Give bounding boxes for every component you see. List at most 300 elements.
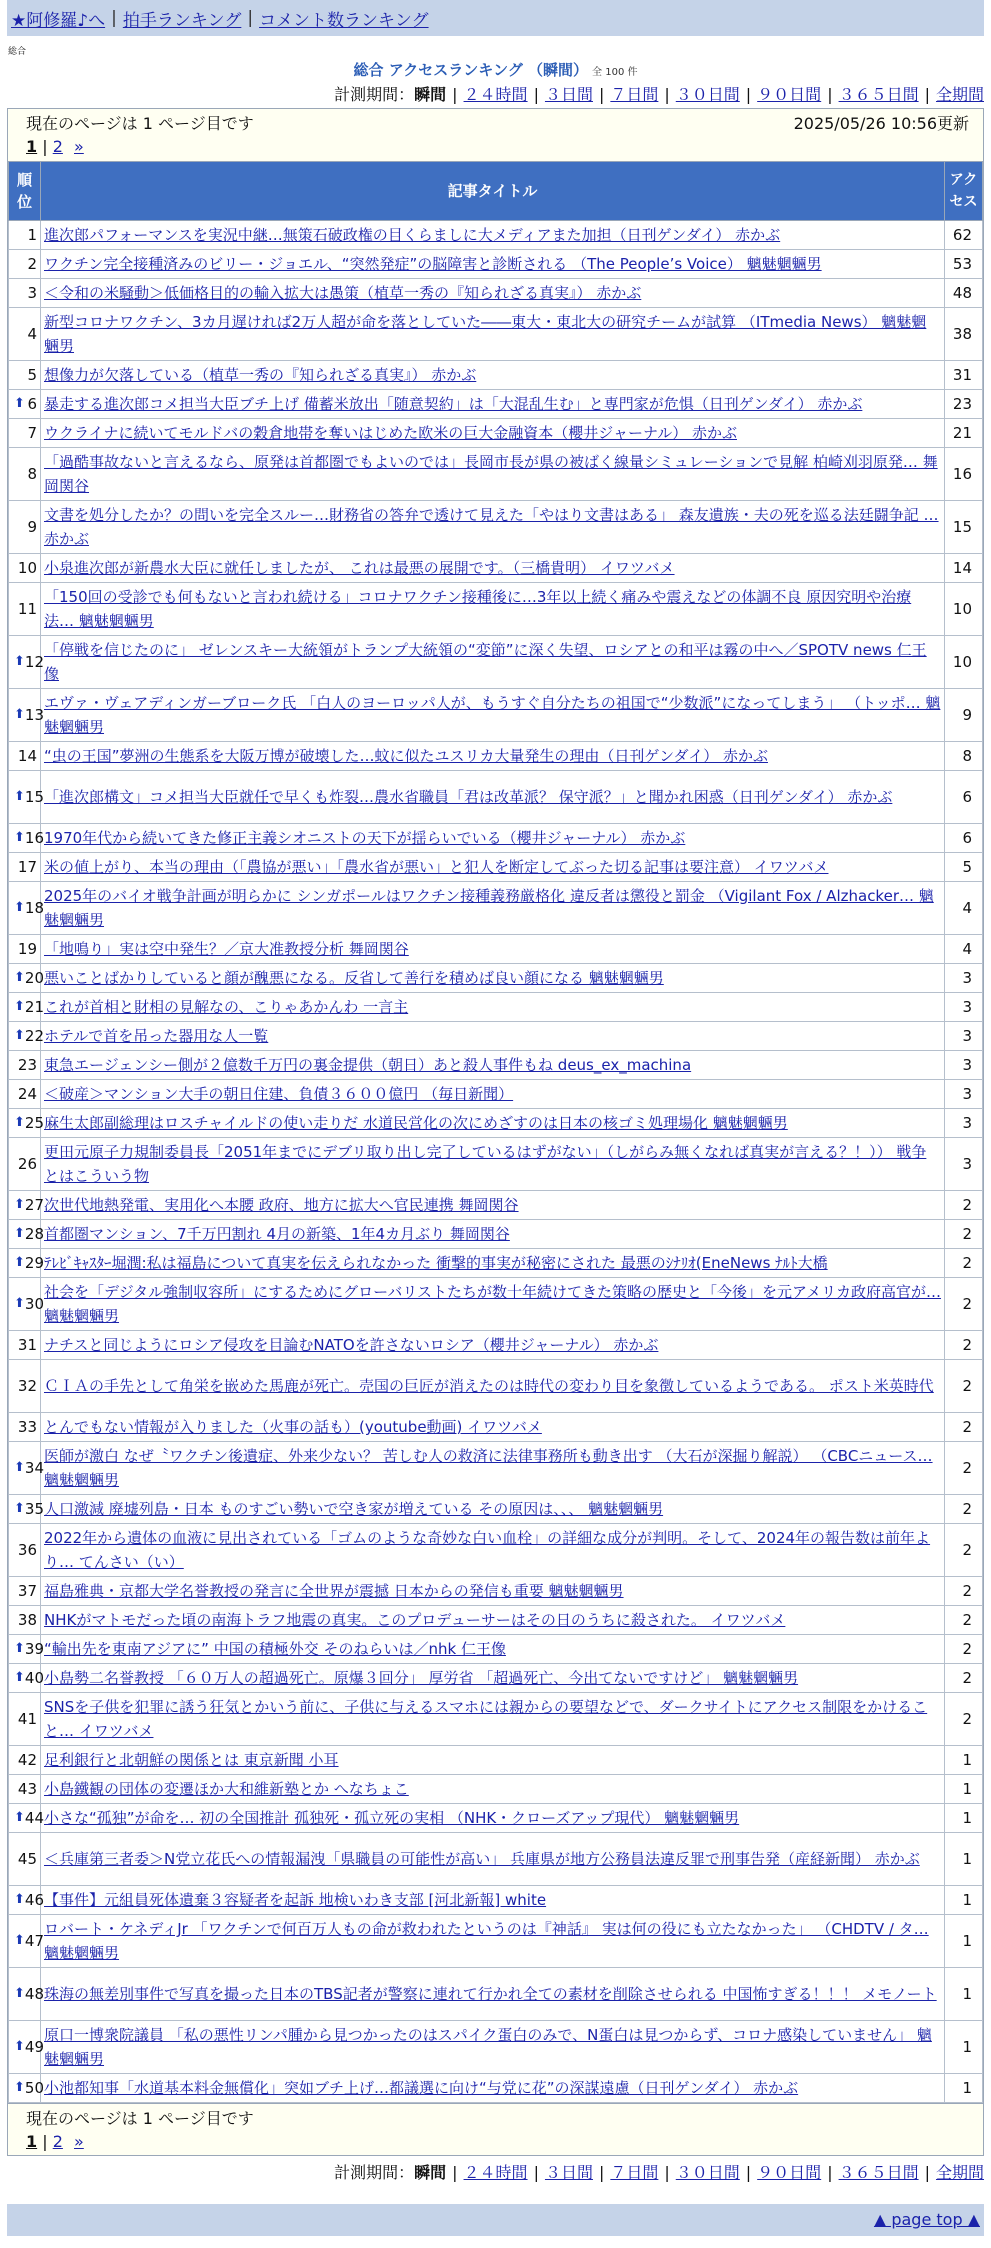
period-label: 計測期間： — [334, 2163, 415, 2182]
rank-up-arrow-icon: ⬆ — [14, 1641, 25, 1656]
table-row — [9, 361, 983, 390]
rank-number: 20 — [24, 969, 44, 987]
rank-up-arrow-icon: ⬆ — [14, 1986, 25, 2001]
period-separator: | — [598, 2163, 605, 2182]
title-cell — [41, 1109, 945, 1138]
rank-number: 9 — [27, 518, 37, 536]
page-2-link[interactable]: 2 — [52, 2132, 63, 2151]
table-row — [9, 250, 983, 279]
rank-number: 44 — [24, 1809, 44, 1827]
table-row — [9, 1278, 983, 1331]
rank-cell — [9, 1804, 44, 1833]
article-title-link[interactable]: 首都圏マンション、7千万円割れ 4月の新築、1年4カ月ぶり 舞岡関谷 — [44, 1225, 510, 1243]
access-count: 3 — [945, 1080, 983, 1109]
title-header: 記事タイトル — [41, 162, 945, 221]
rank-cell — [9, 2021, 44, 2074]
article-title-link[interactable]: 「地鳴り」実は空中発生？／京大准教授分析 舞岡関谷 — [44, 940, 409, 958]
rank-number: 34 — [24, 1459, 44, 1477]
access-count: 2 — [945, 1693, 983, 1746]
article-title-link[interactable]: ロバート・ケネディJr 「ワクチンで何百万人もの命が救われたというのは『神話』 実は何の役にも立たなかった」 （CHDTV / タ… 魑魅魍魎男 — [44, 1920, 929, 1962]
article-title-link[interactable]: ＜破産＞マンション大手の朝日住建、負債３６００億円 （毎日新聞） — [44, 1085, 514, 1103]
pagination — [26, 136, 969, 158]
title-cell — [41, 1413, 945, 1442]
table-row — [9, 308, 983, 361]
article-title-link[interactable]: ﾃﾚﾋﾞｷｬｽﾀｰ堀潤:私は福島について真実を伝えられなかった 衝撃的事実が秘密にされた 最悪のｼﾅﾘｵ(EneNews ﾅﾙﾄ大橋 — [44, 1254, 828, 1272]
rank-up-arrow-icon: ⬆ — [14, 1197, 25, 1212]
period-option-link[interactable]: ３６５日間 — [838, 2163, 919, 2182]
page-1-link[interactable]: 1 — [26, 137, 38, 156]
rank-number: 31 — [17, 1336, 37, 1354]
table-row — [9, 1886, 983, 1915]
article-title-link[interactable]: ＜令和の米騒動＞低価格目的の輸入拡大は愚策（植草一秀の『知られざる真実』） 赤かぶ — [44, 284, 642, 302]
article-title-link[interactable]: 「停戦を信じたのに」 ゼレンスキー大統領がトランプ大統領の“変節”に深く失望、ロシアとの和平は霧の中へ／SPOTV news 仁王像 — [44, 641, 927, 683]
rank-cell — [9, 935, 41, 964]
rank-number: 5 — [27, 366, 37, 384]
title-cell — [41, 583, 945, 636]
title-cell — [41, 1577, 945, 1606]
access-count: 3 — [945, 993, 983, 1022]
period-separator: | — [745, 2163, 752, 2182]
article-title-link[interactable]: “虫の王国”夢洲の生態系を大阪万博が破壊した…蚊に似たユスリカ大量発生の理由（日刊ゲンダイ） 赤かぶ — [44, 747, 768, 765]
article-title-link[interactable]: 足利銀行と北朝鮮の関係とは 東京新聞 小耳 — [44, 1751, 339, 1769]
pagination-bottom — [26, 2131, 969, 2153]
period-option-link[interactable]: ３日間 — [544, 2163, 593, 2182]
rank-up-arrow-icon: ⬆ — [14, 900, 25, 915]
rank-number: 23 — [17, 1056, 37, 1074]
title-cell — [41, 390, 945, 419]
article-title-link[interactable]: 珠海の無差別事件で写真を撮った日本のTBS記者が警察に連れて行かれ全ての素材を削除させられる 中国怖すぎる！！！ メモノート — [44, 1985, 937, 2003]
article-title-link[interactable]: 2022年から遺体の血液に見出されている「ゴムのような奇妙な白い血栓」の詳細な成分が判明。そして、2024年の報告数は前年より… てんさい（い） — [44, 1529, 931, 1571]
period-separator: | — [924, 2163, 930, 2182]
rank-number: 48 — [24, 1985, 44, 2003]
article-title-link[interactable]: 暴走する進次郎コメ担当大臣ブチ上げ 備蓄米放出「随意契約」は「大混乱生む」と専門家が危惧（日刊ゲンダイ） 赤かぶ — [44, 395, 863, 413]
table-row — [9, 1915, 983, 1968]
rank-number: 16 — [24, 829, 44, 847]
rank-up-arrow-icon: ⬆ — [14, 2080, 25, 2095]
rank-number: 45 — [17, 1850, 37, 1868]
table-row — [9, 1413, 983, 1442]
article-title-link[interactable]: とんでもない情報が入りました（火事の話も）(youtube動画) イワツバメ — [44, 1418, 542, 1436]
table-row — [9, 2074, 983, 2103]
table-row — [9, 935, 983, 964]
title-cell — [41, 1804, 945, 1833]
title-cell — [41, 1664, 945, 1693]
page-title — [0, 58, 991, 82]
access-count: 2 — [945, 1191, 983, 1220]
table-row — [9, 689, 983, 742]
rank-number: 19 — [17, 940, 37, 958]
access-count: 48 — [945, 279, 983, 308]
rank-cell — [9, 1220, 44, 1249]
article-title-link[interactable]: NHKがマトモだった頃の南海トラフ地震の真実。このプロデューサーはその日のうちに殺された。 イワツバメ — [44, 1611, 786, 1629]
rank-number: 27 — [24, 1196, 44, 1214]
next-page-link[interactable]: » — [74, 137, 84, 156]
rank-number: 8 — [27, 465, 37, 483]
footer-bar — [7, 2204, 984, 2236]
table-row — [9, 771, 983, 824]
table-row — [9, 583, 983, 636]
rank-up-arrow-icon: ⬆ — [14, 1296, 25, 1311]
article-title-link[interactable]: 「進次郎構文」コメ担当大臣就任で早くも炸裂…農水省職員「君は改革派？ 保守派？」と聞かれ困惑（日刊ゲンダイ） 赤かぶ — [44, 788, 893, 806]
period-separator: | — [924, 85, 930, 104]
table-row — [9, 1635, 983, 1664]
article-title-link[interactable]: 進次郎パフォーマンスを実況中継…無策石破政権の目くらましに大メディアまた加担（日刊ゲンダイ） 赤かぶ — [44, 226, 781, 244]
article-title-link[interactable]: 「150回の受診でも何もないと言われ続ける」コロナワクチン接種後に…3年以上続く痛みや震えなどの体調不良 原因究明や治療法… 魑魅魍魎男 — [44, 588, 912, 630]
title-cell — [41, 279, 945, 308]
article-title-link[interactable]: 次世代地熱発電、実用化へ本腰 政府、地方に拡大へ官民連携 舞岡関谷 — [44, 1196, 519, 1214]
rank-up-arrow-icon: ⬆ — [14, 999, 25, 1014]
table-row — [9, 1664, 983, 1693]
article-title-link[interactable]: 人口激減 廃墟列島・日本 ものすごい勢いで空き家が増えている その原因は、、、 魑魅魍魎男 — [44, 1500, 664, 1518]
period-option-link[interactable]: ９０日間 — [757, 2163, 822, 2182]
rank-up-arrow-icon: ⬆ — [14, 396, 25, 411]
access-count: 4 — [945, 882, 983, 935]
rank-number: 1 — [27, 226, 37, 244]
article-title-link[interactable]: ＜兵庫第三者委＞N党立花氏への情報漏洩「県職員の可能性が高い」 兵庫県が地方公務員法違反罪で刑事告発（産経新聞） 赤かぶ — [44, 1850, 920, 1868]
rank-number: 17 — [17, 858, 37, 876]
comment-ranking-link[interactable]: コメント数ランキング — [259, 10, 429, 31]
period-selector-bottom — [0, 2160, 991, 2186]
ranking-table — [8, 161, 983, 2103]
nav-separator: | — [247, 8, 254, 28]
access-count: 38 — [945, 308, 983, 361]
title-cell — [41, 1278, 945, 1331]
rank-cell — [9, 1775, 41, 1804]
rank-up-arrow-icon: ⬆ — [14, 1670, 25, 1685]
period-option-link[interactable]: ３０日間 — [675, 2163, 740, 2182]
page-1-link[interactable]: 1 — [26, 2132, 38, 2151]
title-cell — [41, 361, 945, 390]
title-cell — [41, 1051, 945, 1080]
access-count: 16 — [945, 448, 983, 501]
rank-cell — [9, 221, 41, 250]
title-cell — [41, 1080, 945, 1109]
rank-up-arrow-icon: ⬆ — [14, 1892, 25, 1907]
article-title-link[interactable]: 文書を処分したか？の問いを完全スルー…財務省の答弁で透けて見えた「やはり文書はある」 森友遺族・夫の死を巡る法廷闘争記 … 赤かぶ — [44, 506, 939, 548]
title-cell — [41, 308, 945, 361]
title-cell — [41, 1442, 945, 1495]
article-title-link[interactable]: ナチスと同じようにロシア侵攻を目論むNATOを許さないロシア（櫻井ジャーナル） 赤かぶ — [44, 1336, 659, 1354]
access-count: 1 — [945, 2021, 983, 2074]
period-separator: | — [827, 2163, 833, 2182]
article-title-link[interactable]: ワクチン完全接種済みのビリー・ジョエル、“突然発症”の脳障害と診断される （The People’s Voice） 魑魅魍魎男 — [44, 255, 822, 273]
article-title-link[interactable]: 小島勢二名誉教授 「６０万人の超過死亡。原爆３回分」 厚労省 「超過死亡、今出てないですけど」 魑魅魍魎男 — [44, 1669, 799, 1687]
article-title-link[interactable]: ホテルで首を吊った器用な人一覧 — [44, 1027, 269, 1045]
table-row — [9, 1331, 983, 1360]
rank-up-arrow-icon: ⬆ — [14, 830, 25, 845]
article-title-link[interactable]: エヴァ・ヴェアディンガーブローク氏 「白人のヨーロッパ人が、もうすぐ自分たちの祖国で“少数派”になってしまう」 （トッポ… 魑魅魍魎男 — [44, 694, 941, 736]
rank-number: 15 — [24, 788, 44, 806]
top-nav-bar — [7, 0, 984, 36]
table-row — [9, 636, 983, 689]
rank-number: 32 — [17, 1377, 37, 1395]
rank-number: 2 — [27, 255, 37, 273]
article-title-link[interactable]: 2025年のバイオ戦争計画が明らかに シンガポールはワクチン接種義務厳格化 違反者は懲役と罰金 （Vigilant Fox / Alzhacker… 魑魅魍魎男 — [44, 887, 934, 929]
table-row — [9, 1360, 983, 1413]
rank-number: 50 — [24, 2079, 44, 2097]
table-row — [9, 390, 983, 419]
article-title-link[interactable]: 小泉進次郎が新農水大臣に就任しましたが、 これは最悪の展開です。（三橋貴明） イワツバメ — [44, 559, 675, 577]
rank-number: 33 — [17, 1418, 37, 1436]
page-info-bottom — [8, 2103, 983, 2155]
rank-cell — [9, 390, 41, 419]
title-cell — [41, 1360, 945, 1413]
rank-cell — [9, 1331, 41, 1360]
title-cell — [41, 2021, 945, 2074]
pagination-separator: | — [42, 2132, 53, 2151]
rank-number: 6 — [27, 395, 37, 413]
title-cell — [41, 771, 945, 824]
access-count: 21 — [945, 419, 983, 448]
table-row — [9, 964, 983, 993]
rank-up-arrow-icon: ⬆ — [14, 1028, 25, 1043]
rank-up-arrow-icon: ⬆ — [14, 789, 25, 804]
table-row — [9, 501, 983, 554]
table-row — [9, 742, 983, 771]
access-count: 2 — [945, 1278, 983, 1331]
period-option-link[interactable]: ２４時間 — [463, 2163, 528, 2182]
access-count: 4 — [945, 935, 983, 964]
rank-cell — [9, 1138, 41, 1191]
table-row — [9, 1495, 983, 1524]
access-count: 2 — [945, 1220, 983, 1249]
access-count: 1 — [945, 1804, 983, 1833]
access-count: 3 — [945, 1109, 983, 1138]
title-cell — [41, 1693, 945, 1746]
page-info — [8, 109, 983, 161]
access-count: 2 — [945, 1413, 983, 1442]
next-page-link[interactable]: » — [74, 2132, 84, 2151]
article-title-link[interactable]: 東急エージェンシー側が２億数千万円の裏金提供（朝日）あと殺人事件もね deus_ex_machina — [44, 1056, 692, 1074]
period-label: 計測期間： — [334, 85, 415, 104]
period-separator: | — [745, 85, 752, 104]
article-title-link[interactable]: SNSを子供を犯罪に誘う狂気とかいう前に、子供に与えるスマホには親からの要望などで、ダークサイトにアクセス制限をかけること… イワツバメ — [44, 1698, 928, 1740]
article-title-link[interactable]: 新型コロナワクチン、3カ月遅ければ2万人超が命を落としていた――東大・東北大の研究チームが試算 （ITmedia News） 魑魅魍魎男 — [44, 313, 927, 355]
rank-number: 36 — [17, 1541, 37, 1559]
access-count: 1 — [945, 1746, 983, 1775]
rank-number: 14 — [17, 747, 37, 765]
page-2-link[interactable]: 2 — [52, 137, 63, 156]
rank-cell — [9, 853, 41, 882]
pagination-separator: | — [42, 137, 53, 156]
rank-cell — [9, 993, 44, 1022]
rank-number: 4 — [27, 325, 37, 343]
rank-number: 43 — [17, 1780, 37, 1798]
rank-cell — [9, 2074, 44, 2103]
access-count: 8 — [945, 742, 983, 771]
access-count: 2 — [945, 1524, 983, 1577]
access-count: 2 — [945, 1635, 983, 1664]
rank-up-arrow-icon: ⬆ — [14, 970, 25, 985]
rank-number: 25 — [24, 1114, 44, 1132]
rank-up-arrow-icon: ⬆ — [14, 1115, 25, 1130]
title-cell — [41, 689, 945, 742]
table-row — [9, 1775, 983, 1804]
rank-cell — [9, 1693, 41, 1746]
article-title-link[interactable]: 麻生太郎副総理はロスチャイルドの使い走りだ 水道民営化の次にめざすのは日本の核ゴミ処理場化 魑魅魍魎男 — [44, 1114, 788, 1132]
access-count: 5 — [945, 853, 983, 882]
title-cell — [41, 964, 945, 993]
article-title-link[interactable]: ＣＩＡの手先として角栄を嵌めた馬鹿が死亡。売国の巨匠が消えたのは時代の変わり目を象徴しているようである。 ポスト米英時代 — [44, 1377, 934, 1395]
table-row — [9, 1191, 983, 1220]
rank-cell — [9, 1886, 44, 1915]
table-row — [9, 1693, 983, 1746]
title-cell — [41, 1915, 945, 1968]
table-row — [9, 1220, 983, 1249]
rank-number: 13 — [24, 706, 44, 724]
title-cell — [41, 853, 945, 882]
rank-cell — [9, 1109, 44, 1138]
rank-number: 38 — [17, 1611, 37, 1629]
rank-number: 47 — [24, 1932, 44, 1950]
rank-cell — [9, 1524, 41, 1577]
title-cell — [41, 1635, 945, 1664]
article-title-link[interactable]: 【事件】元組員死体遺棄３容疑者を起訴 地検いわき支部 [河北新報] white — [44, 1891, 547, 1909]
access-count: 10 — [945, 636, 983, 689]
period-separator: | — [533, 85, 539, 104]
article-title-link[interactable]: 医師が激白 なぜ〝ワクチン後遺症、外来少ない？ 苦しむ人の救済に法律事務所も動き出す （大石が深掘り解説） （CBCニュース… 魑魅魍魎男 — [44, 1447, 933, 1489]
rank-cell — [9, 501, 41, 554]
period-separator: | — [664, 85, 670, 104]
period-option-link[interactable]: 全期間 — [935, 2163, 984, 2182]
period-option-link[interactable]: ３６５日間 — [838, 85, 919, 104]
rank-up-arrow-icon: ⬆ — [14, 1226, 25, 1241]
rank-cell — [9, 1191, 44, 1220]
period-separator: | — [664, 2163, 670, 2182]
article-title-link[interactable]: 更田元原子力規制委員長「2051年までにデブリ取り出し完了しているはずがない」（しがらみ無くなれば真実が言える？！）） 戦争とはこういう物 — [44, 1143, 927, 1185]
title-cell — [41, 993, 945, 1022]
title-cell — [41, 1022, 945, 1051]
rank-up-arrow-icon: ⬆ — [14, 654, 25, 669]
table-row — [9, 882, 983, 935]
period-option-link[interactable]: ７日間 — [610, 2163, 659, 2182]
rank-cell — [9, 1413, 41, 1442]
article-title-link[interactable]: 想像力が欠落している（植草一秀の『知られざる真実』） 赤かぶ — [44, 366, 477, 384]
total-count: 全 100 件 — [592, 67, 638, 78]
rank-cell — [9, 824, 44, 853]
article-title-link[interactable]: 福島雅典・京都大学名誉教授の発言に全世界が震撼 日本からの発信も重要 魑魅魍魎男 — [44, 1582, 624, 1600]
rank-up-arrow-icon: ⬆ — [14, 2039, 25, 2054]
access-count: 15 — [945, 501, 983, 554]
title-cell — [41, 824, 945, 853]
updated-timestamp: 2025/05/26 10:56更新 — [793, 114, 969, 133]
rank-number: 41 — [17, 1710, 37, 1728]
clap-ranking-link[interactable]: 拍手ランキング — [122, 10, 242, 31]
rank-cell — [9, 1606, 41, 1635]
access-count: 6 — [945, 824, 983, 853]
rank-cell — [9, 308, 41, 361]
rank-cell — [9, 583, 41, 636]
table-row — [9, 1249, 983, 1278]
title-cell — [41, 882, 945, 935]
rank-number: 10 — [17, 559, 37, 577]
period-option-link[interactable]: ２４時間 — [463, 85, 528, 104]
title-cell — [41, 1886, 945, 1915]
title-cell — [41, 1331, 945, 1360]
rank-cell — [9, 742, 41, 771]
table-row — [9, 1746, 983, 1775]
table-row — [9, 824, 983, 853]
rank-cell — [9, 882, 44, 935]
rank-number: 22 — [24, 1027, 44, 1045]
rank-number: 37 — [17, 1582, 37, 1600]
rank-cell — [9, 636, 44, 689]
ranking-panel — [7, 108, 984, 2156]
title-cell — [41, 1138, 945, 1191]
rank-cell — [9, 1360, 41, 1413]
article-title-link[interactable]: 小島鐵観の団体の変遷ほか大和維新塾とか へなちょこ — [44, 1780, 409, 1798]
title-cell — [41, 935, 945, 964]
rank-cell — [9, 1442, 44, 1495]
period-current: 瞬間 — [414, 85, 447, 104]
table-row — [9, 1524, 983, 1577]
access-count: 3 — [945, 964, 983, 993]
access-count: 2 — [945, 1249, 983, 1278]
article-title-link[interactable]: ウクライナに続いてモルドバの穀倉地帯を奪いはじめた欧米の巨大金融資本（櫻井ジャーナル） 赤かぶ — [44, 424, 737, 442]
article-title-link[interactable]: 小池都知事「水道基本料金無償化」突如ブチ上げ…都議選に向け“与党に花”の深謀遠慮（日刊ゲンダイ） 赤かぶ — [44, 2079, 799, 2097]
period-option-link[interactable]: ７日間 — [610, 85, 659, 104]
title-cell — [41, 1968, 945, 2021]
page-top-link[interactable]: ▲ page top ▲ — [873, 2210, 980, 2229]
period-option-link[interactable]: ３日間 — [544, 85, 593, 104]
access-count: 3 — [945, 1138, 983, 1191]
article-title-link[interactable]: 悪いことばかりしていると顔が醜悪になる。反省して善行を積めば良い顔になる 魑魅魍魎男 — [44, 969, 664, 987]
rank-cell — [9, 1278, 44, 1331]
article-title-link[interactable]: 米の値上がり、本当の理由（「農協が悪い」「農水省が悪い」と犯人を断定してぶった切る記事は要注意） イワツバメ — [44, 858, 829, 876]
rank-cell — [9, 689, 44, 742]
article-title-link[interactable]: 社会を「デジタル強制収容所」にするためにグローバリストたちが数十年続けてきた策略の歴史と「今後」を元アメリカ政府高官が… 魑魅魍魎男 — [44, 1283, 942, 1325]
period-separator: | — [827, 85, 833, 104]
rank-cell — [9, 1577, 41, 1606]
title-cell — [41, 742, 945, 771]
rank-cell — [9, 1022, 44, 1051]
access-count: 1 — [945, 1886, 983, 1915]
access-count: 3 — [945, 1022, 983, 1051]
period-option-link[interactable]: ３０日間 — [675, 85, 740, 104]
table-row — [9, 221, 983, 250]
rank-up-arrow-icon: ⬆ — [14, 1255, 25, 1270]
rank-number: 26 — [17, 1155, 37, 1173]
rank-number: 30 — [24, 1295, 44, 1313]
access-count: 14 — [945, 554, 983, 583]
article-title-link[interactable]: これが首相と財相の見解なの、こりゃあかんわ 一言主 — [44, 998, 409, 1016]
rank-up-arrow-icon: ⬆ — [14, 1810, 25, 1825]
rank-cell — [9, 964, 44, 993]
access-count: 1 — [945, 1833, 983, 1886]
access-count: 10 — [945, 583, 983, 636]
period-separator: | — [598, 85, 605, 104]
article-title-link[interactable]: “輸出先を東南アジアに” 中国の積極外交 そのねらいは／nhk 仁王像 — [44, 1640, 506, 1658]
article-title-link[interactable]: 1970年代から続いてきた修正主義シオニストの天下が揺らいでいる（櫻井ジャーナル） 赤かぶ — [44, 829, 686, 847]
title-cell — [41, 1249, 945, 1278]
access-count: 9 — [945, 689, 983, 742]
page-indicator: 現在のページは 1 ページ目です — [26, 114, 254, 133]
ranking-rows — [9, 221, 983, 2103]
nav-separator: | — [111, 8, 117, 28]
article-title-link[interactable]: 「過酷事故ないと言えるなら、原発は首都圏でもよいのでは」長岡市長が県の被ばく線量シミュレーションで見解 柏崎刈羽原発… 舞岡関谷 — [44, 453, 938, 495]
rank-cell — [9, 1746, 41, 1775]
page-indicator-bottom: 現在のページは 1 ページ目です — [26, 2109, 254, 2128]
period-option-link[interactable]: ９０日間 — [757, 85, 822, 104]
access-count: 1 — [945, 1915, 983, 1968]
table-row — [9, 1804, 983, 1833]
home-link[interactable]: ★阿修羅♪へ — [11, 10, 106, 31]
article-title-link[interactable]: 原口一博衆院議員 「私の悪性リンパ腫から見つかったのはスパイク蛋白のみで、N蛋白は見つからず、コロナ感染していません」 魑魅魍魎男 — [44, 2026, 932, 2068]
article-title-link[interactable]: 小さな“孤独”が命を… 初の全国推計 孤独死・孤立死の実相 （NHK・クローズアップ現代） 魑魅魍魎男 — [44, 1809, 740, 1827]
period-option-link[interactable]: 全期間 — [935, 85, 984, 104]
rank-up-arrow-icon: ⬆ — [14, 1501, 25, 1516]
rank-cell — [9, 771, 44, 824]
